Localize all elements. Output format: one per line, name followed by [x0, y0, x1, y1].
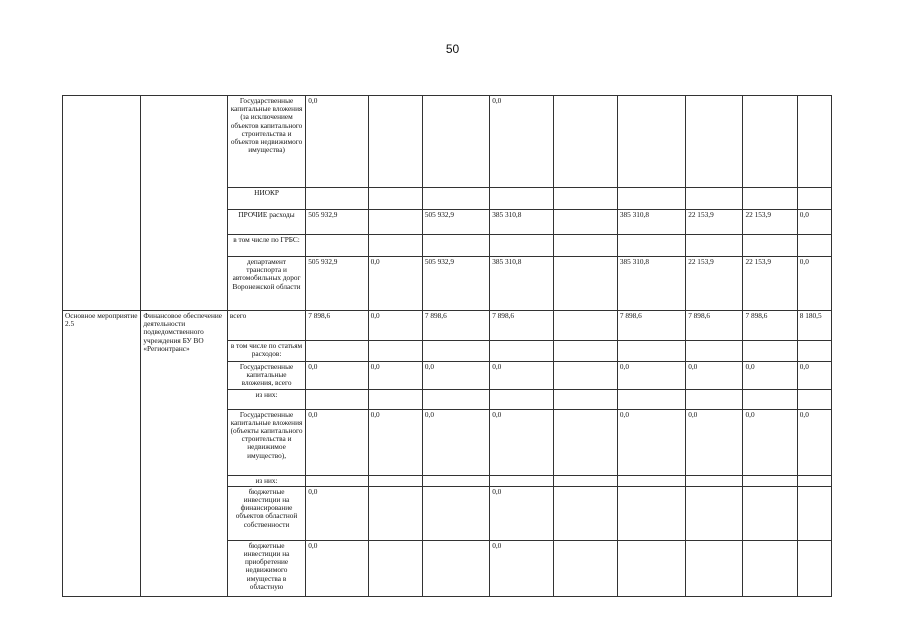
row-label: из них: [227, 389, 305, 409]
row-label: бюджетные инвестиции на финансирование объектов областной собственности [227, 486, 305, 540]
budget-table [62, 95, 832, 597]
table-row [63, 311, 832, 341]
value-cell [743, 475, 797, 486]
value-cell [797, 341, 831, 362]
value-cell [368, 540, 422, 596]
value-cell: 7 898,6 [686, 311, 743, 341]
row-label: Государственные капитальные вложения (за исключением объектов капитального строительства и объектов недвижимого имущества) [227, 96, 305, 188]
value-cell [553, 235, 617, 257]
value-cell: 385 310,8 [490, 257, 553, 311]
value-cell [617, 341, 685, 362]
value-cell: 22 153,9 [743, 210, 797, 235]
row-label: департамент транспорта и автомобильных дорог Воронежской области [227, 257, 305, 311]
value-cell [797, 188, 831, 210]
value-cell: 0,0 [490, 540, 553, 596]
value-cell: 505 932,9 [306, 210, 368, 235]
value-cell: 0,0 [368, 409, 422, 475]
value-cell [686, 96, 743, 188]
row-label: из них: [227, 475, 305, 486]
value-cell: 0,0 [490, 486, 553, 540]
value-cell: 505 932,9 [422, 257, 489, 311]
value-cell [686, 235, 743, 257]
value-cell [553, 341, 617, 362]
value-cell [686, 540, 743, 596]
value-cell [553, 311, 617, 341]
value-cell [743, 389, 797, 409]
row-label: Государственные капитальные вложения (объекты капитального строительства и недвижимое имущество), [227, 409, 305, 475]
row-label: Государственные капитальные вложения, всего [227, 362, 305, 390]
value-cell [797, 540, 831, 596]
value-cell: 0,0 [368, 311, 422, 341]
value-cell [368, 210, 422, 235]
value-cell [368, 475, 422, 486]
value-cell: 0,0 [686, 409, 743, 475]
value-cell: 0,0 [797, 409, 831, 475]
value-cell [422, 389, 489, 409]
value-cell [686, 475, 743, 486]
value-cell [553, 486, 617, 540]
value-cell [797, 475, 831, 486]
activity-description: Финансовое обеспечение деятельности подведомственного учреждения БУ ВО «Регионтранс» [141, 311, 227, 597]
value-cell: 0,0 [306, 362, 368, 390]
value-cell: 0,0 [797, 210, 831, 235]
value-cell: 385 310,8 [617, 257, 685, 311]
value-cell: 505 932,9 [422, 210, 489, 235]
value-cell [553, 188, 617, 210]
value-cell [422, 486, 489, 540]
value-cell [686, 486, 743, 540]
value-cell [743, 341, 797, 362]
value-cell [422, 188, 489, 210]
value-cell: 385 310,8 [617, 210, 685, 235]
value-cell [743, 486, 797, 540]
value-cell [743, 188, 797, 210]
value-cell: 0,0 [797, 257, 831, 311]
value-cell [797, 486, 831, 540]
row-label: бюджетные инвестиции на приобретение недвижимого имущества в областную [227, 540, 305, 596]
value-cell: 0,0 [490, 409, 553, 475]
value-cell [306, 188, 368, 210]
value-cell: 0,0 [306, 540, 368, 596]
value-cell: 0,0 [422, 362, 489, 390]
col1-cell-empty [63, 96, 141, 311]
value-cell [368, 389, 422, 409]
value-cell [306, 235, 368, 257]
value-cell: 0,0 [306, 96, 368, 188]
activity-name: Основное мероприятие 2.5 [63, 311, 141, 597]
value-cell [422, 341, 489, 362]
value-cell [743, 540, 797, 596]
value-cell [368, 486, 422, 540]
value-cell [686, 389, 743, 409]
table-row [63, 96, 832, 188]
value-cell [553, 540, 617, 596]
value-cell [617, 188, 685, 210]
value-cell: 0,0 [490, 96, 553, 188]
value-cell: 7 898,6 [422, 311, 489, 341]
value-cell [422, 96, 489, 188]
value-cell: 0,0 [368, 257, 422, 311]
value-cell [617, 389, 685, 409]
value-cell [306, 341, 368, 362]
value-cell [490, 341, 553, 362]
value-cell [797, 96, 831, 188]
value-cell: 22 153,9 [743, 257, 797, 311]
page-number: 50 [445, 42, 460, 56]
value-cell: 0,0 [743, 409, 797, 475]
value-cell [490, 389, 553, 409]
value-cell [743, 96, 797, 188]
value-cell [553, 389, 617, 409]
value-cell [368, 96, 422, 188]
value-cell: 385 310,8 [490, 210, 553, 235]
value-cell: 7 898,6 [306, 311, 368, 341]
value-cell [553, 257, 617, 311]
col2-cell-empty [141, 96, 227, 311]
value-cell [617, 486, 685, 540]
value-cell [368, 235, 422, 257]
value-cell [368, 188, 422, 210]
value-cell [617, 96, 685, 188]
value-cell: 22 153,9 [686, 257, 743, 311]
value-cell [553, 362, 617, 390]
value-cell [490, 188, 553, 210]
value-cell: 0,0 [422, 409, 489, 475]
value-cell: 0,0 [368, 362, 422, 390]
value-cell: 7 898,6 [743, 311, 797, 341]
value-cell [306, 475, 368, 486]
value-cell [617, 235, 685, 257]
value-cell: 0,0 [617, 409, 685, 475]
value-cell [617, 475, 685, 486]
value-cell [553, 210, 617, 235]
value-cell [617, 540, 685, 596]
row-label: ПРОЧИЕ расходы [227, 210, 305, 235]
value-cell: 8 180,5 [797, 311, 831, 341]
row-label: НИОКР [227, 188, 305, 210]
value-cell [490, 475, 553, 486]
value-cell [422, 235, 489, 257]
value-cell [553, 96, 617, 188]
row-label: всего [227, 311, 305, 341]
value-cell: 0,0 [617, 362, 685, 390]
value-cell [422, 540, 489, 596]
value-cell [368, 341, 422, 362]
value-cell: 0,0 [306, 486, 368, 540]
row-label: в том числе по ГРБС: [227, 235, 305, 257]
value-cell [686, 341, 743, 362]
value-cell: 22 153,9 [686, 210, 743, 235]
value-cell [422, 475, 489, 486]
value-cell [797, 235, 831, 257]
value-cell [743, 235, 797, 257]
row-label: в том числе по статьям расходов: [227, 341, 305, 362]
value-cell: 0,0 [306, 409, 368, 475]
value-cell: 0,0 [490, 362, 553, 390]
value-cell [686, 188, 743, 210]
value-cell: 0,0 [686, 362, 743, 390]
value-cell: 7 898,6 [617, 311, 685, 341]
value-cell: 0,0 [743, 362, 797, 390]
value-cell [553, 409, 617, 475]
value-cell: 7 898,6 [490, 311, 553, 341]
value-cell [553, 475, 617, 486]
value-cell [490, 235, 553, 257]
value-cell [306, 389, 368, 409]
value-cell: 0,0 [797, 362, 831, 390]
value-cell: 505 932,9 [306, 257, 368, 311]
value-cell [797, 389, 831, 409]
